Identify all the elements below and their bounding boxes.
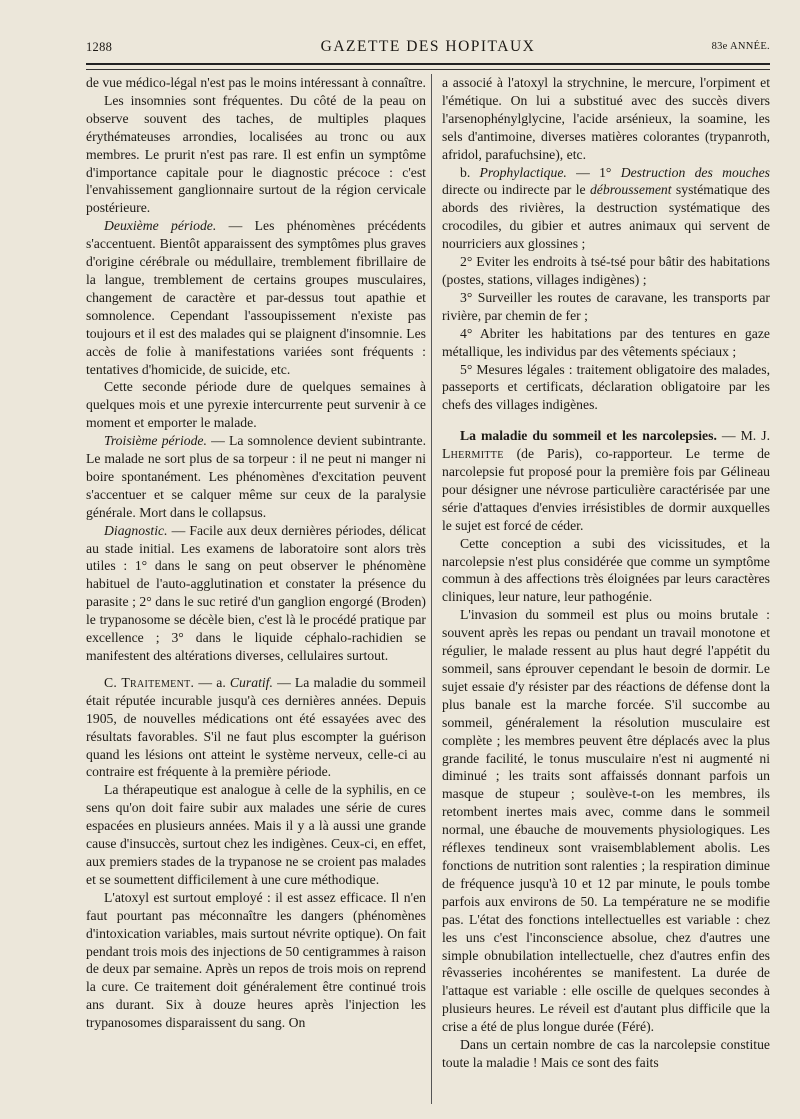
paragraph: a associé à l'atoxyl la strychnine, le mercure, l'orpiment et l'émétique. On lui a substitué avec des succès divers l'arsenophénylglycine, l'acide arsénieux, la soamine, les sels d'antimoine, diverses matières colorantes (trypanroth, afridol, parafuchsine), etc.	[442, 75, 770, 162]
paragraph-text: — Facile aux deux dernières périodes, délicat au stade initial. Les examens de laboratoire sont alors très utiles : 1° dans le sang on peut observer le phénomène habituel de l'auto-agglutination et constater la présence du parasite ; 2° dans le suc retiré d'un ganglion engorgé (Broden) le trypanosome se décèle bien, c'est là le procédé pratique par excellence ; 3° dans le liquide céphalo-rachidien se manifestent des altérations diverses, cellulaires surtout.	[86, 522, 426, 663]
header-rule-thin	[86, 69, 770, 70]
paragraph: L'invasion du sommeil est plus ou moins brutale : souvent après les repas ou pendant un travail monotone et régulier, le malade ressent au plus haut degré l'appétit du sommeil, sans éprouver cependant le besoin de dormir. Le sujet essaie d'y résister par des réactions de défense dont la plus banale est la marche forcée. S'il succombe au sommeil, généralement la résolution musculaire est complète ; les membres peuvent être déplacés avec la plus grande facilité, le tonus musculaire n'est ni augmenté ni diminué ; les traits sont affaissés donnant parfois un masque de stupeur ; soulève-t-on les membres, ils retombent inertes mais avec, comme dans le sommeil normal, une ébauche de mouvements physiologiques. Les réflexes tendineux sont vraisemblablement abolis. Les fonctions de nutrition sont ralenties ; la respiration diminue de fréquence jusqu'à 10 et 12 par minute, le pouls tombe parfois aux environs de 50. La température ne se modifie pas. L'état des fonctions intellectuelles est variable : chez les uns c'est l'inconscience absolue, chez d'autres une simple obnubilation intellectuelle, chez d'autres enfin des rêvasseries incohérentes se manifestent. La durée de l'attaque est variable : elle oscille de quelques secondes à plusieurs heures. Le réveil est d'autant plus difficile que la crise a été de plus longue durée (Féré).	[442, 607, 770, 1035]
paragraph-text: — Les phénomènes précédents s'accentuent. Bientôt apparaissent des symptômes plus graves d'origine cérébrale ou médullaire, tremblement fibrillaire de la langue, tremblement de certains groupes musculaires, changement de caractère et par-dessus tout apathie et somnolence. Cependant l'assoupissement n'existe pas toujours et il est des malades qui se plaignent d'insomnie. Les accès de folie à manifestations variées sont fréquents : tentatives d'homicide, de suicide, etc.	[86, 218, 426, 377]
section-heading: Troisième période.	[104, 433, 207, 449]
paragraph: 2° Eviter les endroits à tsé-tsé pour bâtir des habitations (postes, stations, villages indigènes) ;	[442, 254, 770, 287]
year-label: 83e ANNÉE.	[711, 41, 770, 52]
section-heading: Diagnostic.	[104, 522, 168, 538]
emphasis: débroussement	[589, 182, 672, 198]
author-name: Lhermitte	[442, 446, 504, 462]
paragraph	[86, 432, 426, 522]
subsection-heading: Curatif.	[229, 674, 273, 690]
paragraph: 3° Surveiller les routes de caravane, les transports par rivière, par chemin de fer ;	[442, 289, 770, 323]
paragraph-text: directe ou indirecte par le	[442, 182, 590, 198]
section-heading: Deuxième période.	[104, 218, 217, 234]
paragraph	[86, 217, 426, 378]
paragraph-text: b.	[460, 164, 480, 180]
paragraph-text: — a.	[194, 674, 230, 690]
paragraph: Cette seconde période dure de quelques semaines à quelques mois et une pyrexie intercurrente peut survenir à ce moment et emporter le malade.	[86, 379, 426, 431]
paragraph: La thérapeutique est analogue à celle de la syphilis, en ce sens qu'on doit faire subir aux malades une série de cures espacées en plusieurs années. Mais il y a là aussi une grande cause d'insuccès, surtout chez les indigènes. Ceux-ci, en effet, aux premiers stades de la trypanose ne se croient pas malades et se soumettent difficilement à une cure méthodique.	[86, 782, 426, 887]
column-separator	[431, 74, 432, 1104]
paragraph-text: (de Paris), co-rapporteur. Le terme de narcolepsie fut proposé pour la première fois par Gélineau pour désigner une névrose particulière caractérisée par une série d'attaques d'envies irrésistibles de dormir auxquelles le sujet est forcé de céder.	[442, 446, 770, 533]
paragraph-text: — La maladie du sommeil était réputée incurable jusqu'à ces dernières années. Depuis 1905, de nouvelles médications ont été essayées avec des résultats favorables. S'il ne faut plus escompter la guérison quand les lésions ont atteint le système nerveux, celle-ci au contraire est fréquente à la première période.	[86, 674, 427, 780]
page-header	[86, 38, 770, 60]
paragraph: Les insomnies sont fréquentes. Du côté de la peau on observe souvent des taches, de multiples plaques érythémateuses arrondies, localisées au tronc ou aux membres. Le prurit n'est pas rare. Il est enfin un symptôme d'importance capitale pour le diagnostic précoce : c'est l'envahissement ganglionnaire surtout de la région cervicale postérieure.	[86, 92, 426, 216]
subsection-heading: Destruction des mouches	[620, 164, 770, 180]
paragraph	[442, 164, 770, 254]
section-heading: C. Traitement.	[104, 674, 195, 690]
paragraph: de vue médico-légal n'est pas le moins intéressant à connaître.	[86, 75, 426, 90]
header-rule-thick	[86, 63, 770, 65]
subsection-heading: Prophylactique.	[479, 164, 567, 180]
paragraph	[442, 427, 770, 534]
article-heading: La maladie du sommeil et les narcolepsies.	[460, 428, 717, 444]
paragraph	[86, 674, 426, 781]
paragraph: Dans un certain nombre de cas la narcolepsie constitue toute la maladie ! Mais ce sont des faits	[442, 1037, 770, 1070]
page-number: 1288	[86, 40, 113, 54]
paragraph-text: — M. J.	[716, 428, 770, 444]
paragraph: 5° Mesures légales : traitement obligatoire des malades, passeports et certificats, déclaration obligatoire par les chefs des villages indigènes.	[442, 361, 770, 413]
paragraph-text: — 1°	[566, 164, 621, 180]
paragraph: Cette conception a subi des vicissitudes, et la narcolepsie n'est plus considérée que comme un symptôme commun à des affections très éloignées par leurs caractères cliniques, leur nature, leur pathogénie.	[442, 535, 770, 605]
paragraph	[86, 522, 426, 665]
paragraph-text: — La somnolence devient subintrante. Le malade ne sort plus de sa torpeur : il ne peut ni manger ni boire spontanément. Les phénomènes d'excitation peuvent s'accentuer et se calquer même sur ceux de la paralysie générale. Mort dans le collapsus.	[86, 433, 427, 520]
left-column	[86, 74, 426, 1032]
paragraph-text: systématique des abords des rivières, la destruction systématique des crocodiles, du gibier et autres animaux qui servent de nourriciers aux glossines ;	[442, 182, 770, 252]
paragraph: L'atoxyl est surtout employé : il est assez efficace. Il n'en faut pourtant pas méconnaître les dangers (phénomènes d'intoxication variables, mais surtout névrite optique). On fait pendant trois mois des injections de 50 centigrammes à raison de deux par semaine. Après un repos de trois mois on reprend la cure. Ce traitement doit généralement être continué trois ans durant. Six à douze heures après l'injection les trypanosomes disparaissent du sang. On	[86, 889, 426, 1031]
paragraph: 4° Abriter les habitations par des tentures en gaze métallique, les individus par des vêtements spéciaux ;	[442, 325, 770, 359]
right-column	[442, 74, 770, 1072]
journal-title: GAZETTE DES HOPITAUX	[320, 38, 536, 55]
